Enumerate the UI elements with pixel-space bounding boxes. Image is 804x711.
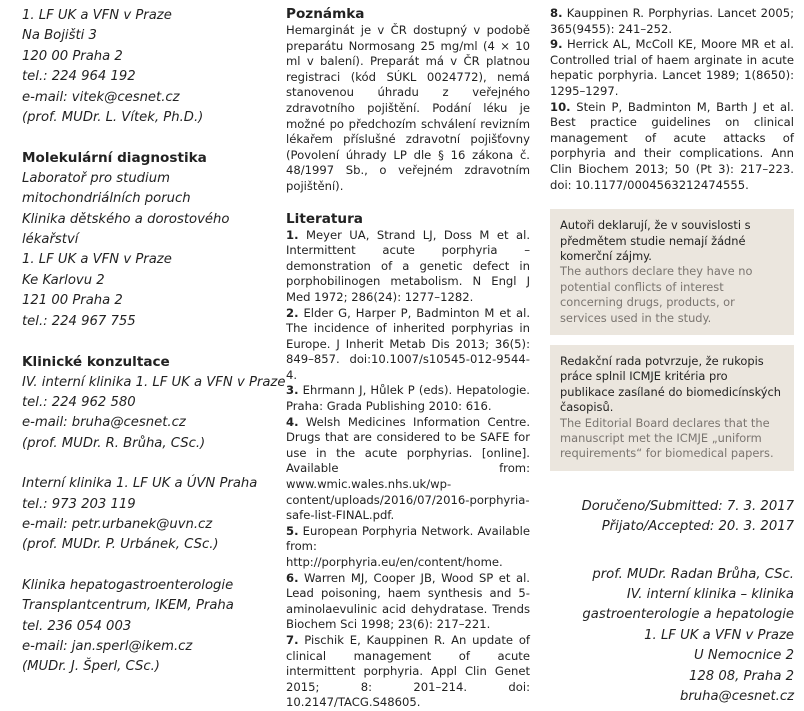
reference-text: Warren MJ, Cooper JB, Wood SP et al. Lead poisoning, haem synthesis and 5-aminolaevulinic acid dehydratase. Trends Biochem Sci 1998; 23(6): 217–221. <box>286 570 530 632</box>
contact-line: tel. 236 054 003 <box>22 618 132 634</box>
reference-list <box>286 228 530 711</box>
reference-text: Ehrmann J, Hůlek P (eds). Hepatologie. Praha: Grada Publishing 2010: 616. <box>286 383 530 414</box>
contact-line: (prof. MUDr. P. Urbánek, CSc.) <box>22 537 219 553</box>
heading-klinicke-konzultace: Klinické konzultace <box>22 354 170 371</box>
contact-block-vitek <box>22 6 274 128</box>
reference-item <box>550 6 794 37</box>
contact-line: Transplantcentrum, IKEM, Praha <box>22 598 234 614</box>
contact-line: tel.: 224 967 755 <box>22 313 136 329</box>
reference-text: Kauppinen R. Porphyrias. Lancet 2005; 365(9455): 241–252. <box>550 6 795 36</box>
contact-line: Ke Karlovu 2 <box>22 272 105 288</box>
conflict-statement-cz: Autoři deklarují, že v souvislosti s předmětem studie nemají žádné komerční zájmy. <box>560 218 751 263</box>
heading-molekularni-diagnostika: Molekulární diagnostika <box>22 150 207 167</box>
contact-line: Klinika dětského a dorostového <box>22 211 230 227</box>
reference-text: Pischik E, Kauppinen R. An update of clinical management of acute intermittent porphyria. Appl Clin Genet 2015; 8: 201–214. doi: 10.2147/TACG.S48605. <box>286 632 531 710</box>
contact-line: 1. LF UK a VFN v Praze <box>22 8 172 23</box>
reference-item <box>286 571 530 633</box>
board-statement-en: The Editorial Board declares that the manuscript met the ICMJE „uniform requirements“ for biomedical papers. <box>560 415 774 461</box>
contact-line: Laboratoř pro studium <box>22 170 170 186</box>
contact-line: tel.: 224 962 580 <box>22 394 136 410</box>
literature-heading: Literatura <box>286 210 363 227</box>
reference-number: 10. <box>550 99 571 114</box>
reference-item <box>286 633 530 711</box>
contact-line: mitochondriálních poruch <box>22 191 191 207</box>
contact-line: 121 00 Praha 2 <box>22 293 123 309</box>
reference-number: 2. <box>286 305 299 320</box>
contact-email: e-mail: petr.urbanek@uvn.cz <box>22 516 213 532</box>
editorial-board-box <box>550 345 794 471</box>
contact-line: tel.: 973 203 119 <box>22 496 136 512</box>
reference-text: Meyer UA, Strand LJ, Doss M et al. Intermittent acute porphyria – demonstration of a genetic defect in porphobilinogen metabolism. N Engl J Med 1972; 286(24): 1277–1282. <box>286 227 531 304</box>
contact-line: 120 00 Praha 2 <box>22 48 123 64</box>
reference-list-continued <box>550 6 794 193</box>
contact-email: e-mail: vitek@cesnet.cz <box>22 89 180 105</box>
author-line: prof. MUDr. Radan Brůha, CSc. <box>592 566 794 582</box>
reference-number: 7. <box>286 632 299 647</box>
conflict-statement-en: The authors declare they have no potential conflicts of interest concerning drugs, products, or services used in the study. <box>560 264 753 325</box>
author-line: gastroenterologie a hepatologie <box>582 607 794 623</box>
conflict-of-interest-box <box>550 209 794 335</box>
contact-block-klinicke <box>22 373 286 455</box>
note-paragraph: Hemarginát je v ČR dostupný v podobě preparátu Normosang 25 mg/ml (4 × 10 ml v balení). Preparát má v ČR platnou registraci (kód SÚKL 0024772), nemá stanovenou úhradu z veřejného zdravotního pojištění. Podání léku je možné po předchozím schválení revizním lékařem příslušné zdravotní pojišťovny (Povolení úhrady LP dle § 16 zákona č. 48/1997 Sb., o veřejném zdravotním pojištění). <box>286 23 530 193</box>
reference-item <box>286 228 530 306</box>
contacts-column <box>22 6 286 678</box>
contact-line: Klinika hepatogastroenterologie <box>22 577 234 593</box>
note-heading: Poznámka <box>286 6 365 22</box>
contact-line: tel.: 224 964 192 <box>22 69 136 85</box>
note-and-references-column <box>286 6 530 711</box>
references-and-declarations-column <box>550 6 794 707</box>
contact-block-ikem <box>22 576 274 678</box>
contact-line: IV. interní klinika 1. LF UK a VFN v Praze <box>22 374 286 390</box>
reference-number: 1. <box>286 227 299 242</box>
reference-text: Stein P, Badminton M, Barth J et al. Best practice guidelines on clinical management of acute attacks of porphyria and their complications. Ann Clin Biochem 2013; 50 (Pt 3): 217–223. doi: 10.1177/0004563212474555. <box>550 99 794 192</box>
reference-item <box>286 524 530 571</box>
reference-number: 8. <box>550 6 563 20</box>
author-email: bruha@cesnet.cz <box>679 689 794 705</box>
reference-text: European Porphyria Network. Available from: http://porphyria.eu/en/content/home. <box>286 523 530 569</box>
contact-email: e-mail: jan.sperl@ikem.cz <box>22 638 193 654</box>
reference-number: 4. <box>286 414 299 429</box>
reference-number: 3. <box>286 383 299 398</box>
reference-item <box>286 415 530 524</box>
submitted-date: Doručeno/Submitted: 7. 3. 2017 <box>581 498 794 514</box>
accepted-date: Přijato/Accepted: 20. 3. 2017 <box>601 519 794 535</box>
publication-dates <box>550 497 794 538</box>
board-statement-cz: Redakční rada potvrzuje, že rukopis práce splnil ICMJE kritéria pro publikace zasílané do biomedicínských časopisů. <box>560 353 782 415</box>
reference-item <box>550 100 794 194</box>
contact-line: (prof. MUDr. L. Vítek, Ph.D.) <box>22 110 204 126</box>
contact-block-molekularni <box>22 169 274 332</box>
reference-number: 6. <box>286 570 299 585</box>
reference-item <box>286 383 530 414</box>
corresponding-author <box>550 565 794 708</box>
contact-block-uvn <box>22 474 274 556</box>
contact-line: (prof. MUDr. R. Brůha, CSc.) <box>22 435 206 451</box>
contact-line: lékařství <box>22 232 79 248</box>
contact-line: 1. LF UK a VFN v Praze <box>22 252 172 268</box>
contact-email: e-mail: bruha@cesnet.cz <box>22 415 186 431</box>
reference-text: Herrick AL, McColl KE, Moore MR et al. Controlled trial of haem arginate in acute hepatic porphyria. Lancet 1989; 1(8650): 1295–1297. <box>550 37 794 98</box>
author-line: U Nemocnice 2 <box>694 648 794 664</box>
contact-line: Na Bojišti 3 <box>22 28 97 44</box>
reference-number: 5. <box>286 523 299 538</box>
reference-text: Welsh Medicines Information Centre. Drugs that are considered to be SAFE for use in the acute porphyrias. [online]. Available from: www.wmic.wales.nhs.uk/wp-content/uploads/2016/07/2016-porphyria-safe-list-FINAL.pdf. <box>286 414 531 523</box>
contact-line: (MUDr. J. Šperl, CSc.) <box>22 659 160 675</box>
author-line: 128 08, Praha 2 <box>688 668 794 684</box>
author-line: 1. LF UK a VFN v Praze <box>644 627 794 643</box>
reference-item <box>550 37 794 99</box>
reference-number: 9. <box>550 37 563 52</box>
reference-text: Elder G, Harper P, Badminton M et al. The incidence of inherited porphyrias in Europe. J Inherit Metab Dis 2013; 36(5): 849–857. doi:10.1007/s10545-012-9544-4. <box>286 305 530 382</box>
author-line: IV. interní klinika – klinika <box>626 587 794 603</box>
reference-item <box>286 306 530 384</box>
contact-line: Interní klinika 1. LF UK a ÚVN Praha <box>22 476 258 492</box>
